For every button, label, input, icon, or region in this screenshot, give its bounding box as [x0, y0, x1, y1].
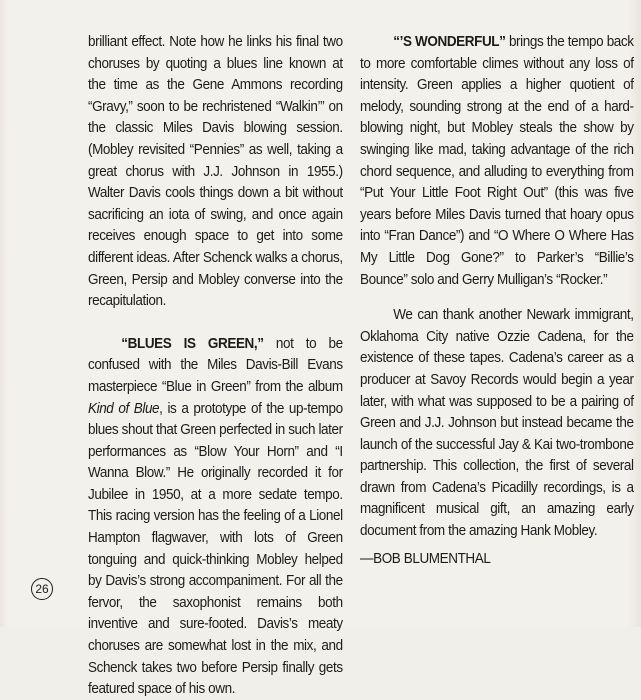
author-signature: —BOB BLUMENTHAL	[360, 549, 491, 567]
right-column	[360, 31, 634, 569]
paragraph-text: brings the tempo back to more comfortable climes without any loss of intensity. Green applies a higher quotient of melody, sounding strong at the end of a hard-blowing night, but Mobley steals the show by swinging like mad, taking advantage of the rich chord sequence, and alluding to everything from “Put Your Little Foot Right Out” (this was five years before Miles Davis turned that hoary opus into “Fran Dance”) and “O Where O Where Has My Little Dog Gone?” to Parker’s “Billie’s Bounce” solo and Gerry Mulligan’s “Rocker.”	[360, 33, 634, 288]
left-column	[88, 31, 343, 700]
paragraph-text: , is a prototype of the up-tempo blues shout that Green perfected in such later performances as “Blow Your Horn” and “I Wanna Blow.” He originally recorded it for Jubilee in 1950, at a more sedate tempo. This racing version has the feeling of a Lionel Hampton flagwaver, with lots of Green tonguing and quick-thinking Mobley helped by Davis’s strong accompaniment. For all the fervor, the saxophonist remains both inventive and sure-footed. Davis’s meaty choruses are somewhat lost in the mix, and Schenck takes two before Persip finally gets featured space of his own.	[88, 399, 343, 698]
paragraph-cadena: We can thank another Newark immigrant, Oklahoma City native Ozzie Cadena, for the existence of these tapes. Cadena’s career as a producer at Savoy Records would begin a year later, with what was supposed to be a pairing of Green and J.J. Johnson but instead became the launch of the successful Jay & Kai two-trombone partnership. This collection, the first of several drawn from Cadena’s Picadilly recordings, is a magnificent musical gift, an amazing early document from the amazing Hank Mobley.	[360, 306, 634, 540]
paragraph-pennies: brilliant effect. Note how he links his final two choruses by quoting a blues line known at the time as the Gene Ammons recording “Gravy,” soon to be rechristened “Walkin’” on the classic Miles Davis blowing session. (Mobley revisited “Pennies” as well, taking a great chorus with J.J. Johnson in 1955.) Walter Davis cools things down a bit without sacrificing an iota of swing, and once again receives enough space to get into some different ideas. After Schenck walks a chorus, Green, Persip and Mobley converse into the recapitulation.	[88, 33, 343, 310]
album-title: Kind of Blue	[88, 399, 160, 417]
paragraph-blues-is-green	[88, 333, 343, 700]
paragraph-s-wonderful	[360, 31, 634, 290]
paragraph-text: not to be confused with the Miles Davis-Bill Evans masterpiece “Blue in Green” from the album	[88, 334, 343, 395]
page-number: 26	[31, 578, 53, 600]
track-heading-blues-is-green: “BLUES IS GREEN,”	[121, 334, 264, 352]
track-heading-s-wonderful: “’S WONDERFUL”	[393, 33, 506, 50]
